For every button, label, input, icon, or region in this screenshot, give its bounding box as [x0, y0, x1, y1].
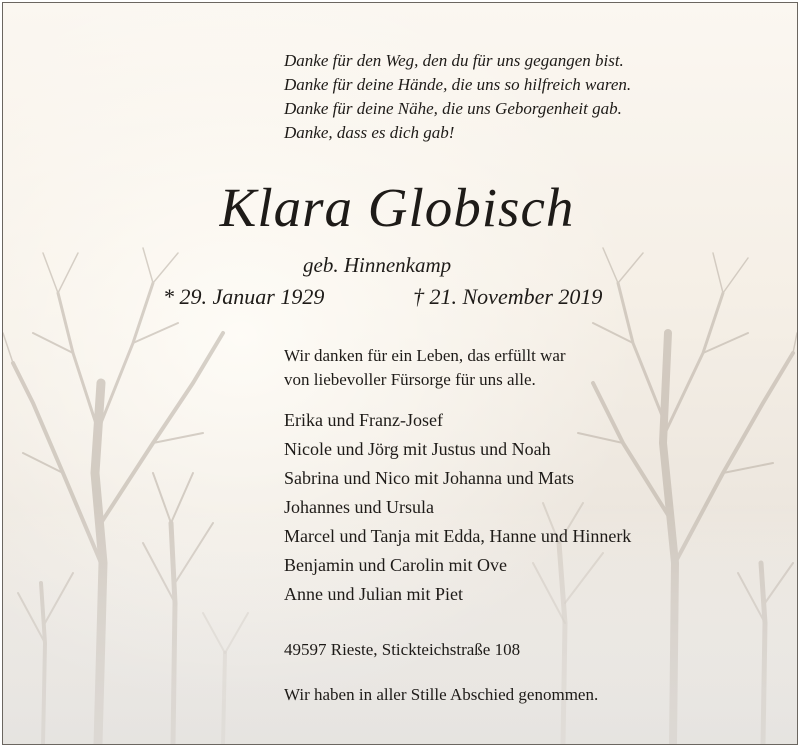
- deceased-name: Klara Globisch: [219, 177, 575, 238]
- thanks-line: Wir danken für ein Leben, das erfüllt war: [284, 346, 566, 365]
- mourner-line: Johannes und Ursula: [284, 497, 434, 517]
- mourner-line: Marcel und Tanja mit Edda, Hanne und Hinnerk: [284, 526, 632, 546]
- maiden-name: geb. Hinnenkamp: [303, 253, 452, 277]
- poem-line: Danke für deine Nähe, die uns Geborgenheit gab.: [284, 99, 622, 118]
- obituary-card: [2, 2, 798, 745]
- mourner-line: Benjamin und Carolin mit Ove: [284, 555, 507, 575]
- thanks-line: von liebevoller Fürsorge für uns alle.: [284, 370, 536, 389]
- mourner-line: Erika und Franz-Josef: [284, 410, 443, 430]
- poem-line: Danke für den Weg, den du für uns gegangen bist.: [284, 51, 624, 70]
- closing-note: Wir haben in aller Stille Abschied genommen.: [284, 685, 599, 704]
- poem-line: Danke für deine Hände, die uns so hilfreich waren.: [284, 75, 632, 94]
- poem-line: Danke, dass es dich gab!: [284, 123, 455, 142]
- death-date: † 21. November 2019: [413, 284, 603, 309]
- poem: [284, 49, 631, 145]
- mourner-line: Nicole und Jörg mit Justus und Noah: [284, 439, 551, 459]
- thanks-text: [284, 344, 566, 392]
- family-group-1: [284, 406, 574, 493]
- mourner-line: Sabrina und Nico mit Johanna und Mats: [284, 468, 574, 488]
- birth-date: * 29. Januar 1929: [163, 284, 325, 309]
- family-group-2: [284, 493, 631, 609]
- mourner-line: Anne und Julian mit Piet: [284, 584, 463, 604]
- address: 49597 Rieste, Stickteichstraße 108: [284, 640, 521, 659]
